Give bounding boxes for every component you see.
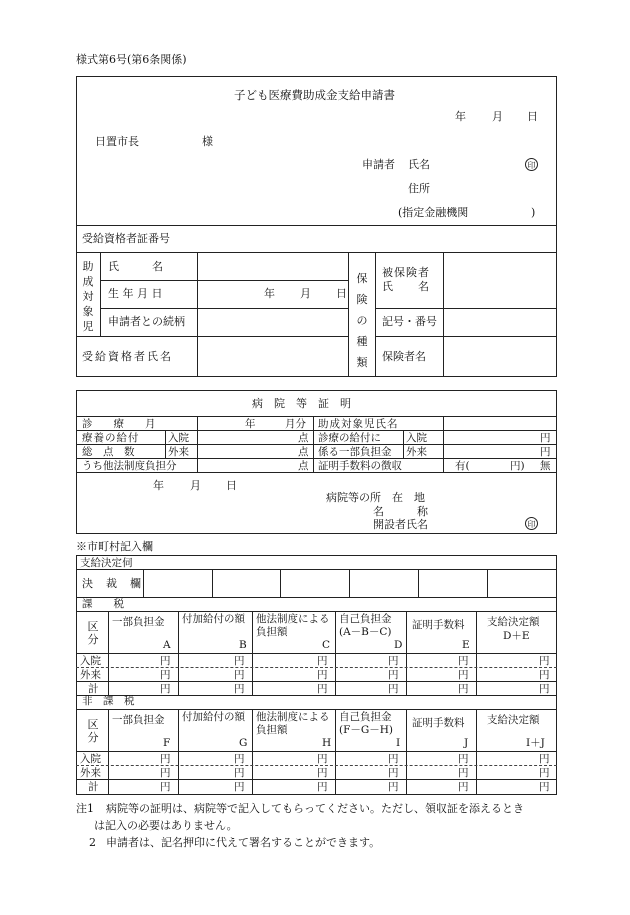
- nontax-yen-r2-c0: 円: [160, 781, 171, 793]
- cert-date-year: 年: [153, 479, 164, 492]
- nontax-yen-r0-c3: 円: [388, 753, 399, 765]
- note1-number: 注1: [76, 802, 94, 815]
- fee-no: 無: [540, 460, 551, 472]
- nontax-yen-r1-c5: 円: [539, 767, 550, 779]
- applicant-name-label: 氏名: [408, 158, 430, 171]
- tax-row-outpatient: 外来: [80, 669, 101, 681]
- fee-yen: 円): [510, 460, 525, 472]
- yen-unit-2: 円: [540, 446, 551, 458]
- tax-yen-r1-c0: 円: [160, 669, 171, 681]
- tax-yen-r2-c2: 円: [317, 683, 328, 695]
- tax-yen-r0-c0: 円: [160, 655, 171, 667]
- nontax-yen-r1-c2: 円: [317, 767, 328, 779]
- tax-yen-r2-c0: 円: [160, 683, 171, 695]
- tax-decision-amount-col: 支給決定額: [487, 616, 540, 628]
- cert-outpatient-label-2: 外来: [406, 446, 427, 458]
- cert-child-name-label: 助成対象児氏名: [318, 418, 399, 430]
- cert-inpatient-label: 入院: [168, 432, 189, 444]
- applicant-address-label: 住所: [408, 182, 430, 195]
- nontax-yen-r0-c2: 円: [317, 753, 328, 765]
- nontax-yen-r1-c0: 円: [160, 767, 171, 779]
- nontax-row-total: 計: [88, 781, 99, 793]
- nontax-yen-r2-c2: 円: [317, 781, 328, 793]
- cert-date-day: 日: [226, 479, 237, 492]
- tax-yen-r2-c4: 円: [458, 683, 469, 695]
- nontax-yen-r2-c1: 円: [234, 781, 245, 793]
- addressee: 日置市長: [95, 135, 139, 148]
- municipal-heading: ※市町村記入欄: [76, 540, 153, 553]
- cert-date-month: 月: [190, 479, 201, 492]
- tax-yen-r2-c5: 円: [539, 683, 550, 695]
- tax-yen-r0-c4: 円: [458, 655, 469, 667]
- tax-yen-r1-c3: 円: [388, 669, 399, 681]
- bank-close: ): [531, 206, 536, 219]
- tax-yen-r1-c4: 円: [458, 669, 469, 681]
- bank-label: (指定金融機関: [398, 206, 469, 219]
- applicant-label: 申請者: [362, 158, 395, 171]
- total-points-label: 総 点 数: [82, 446, 135, 458]
- tax-additional-col: 付加給付の額: [182, 613, 245, 625]
- yen-unit-1: 円: [540, 432, 551, 444]
- points-unit-1: 点: [298, 432, 309, 444]
- copay-label-1: 診療の給付に: [318, 432, 381, 444]
- tax-yen-r1-c1: 円: [234, 669, 245, 681]
- treatment-year: 年: [245, 418, 256, 430]
- app-date-day: 日: [527, 110, 538, 123]
- nontax-letter-g: G: [239, 737, 248, 749]
- addressee-suffix: 様: [202, 135, 213, 148]
- child-name-label: 氏 名: [108, 260, 163, 273]
- symbol-number-label: 記号・番号: [382, 315, 437, 328]
- app-date-month: 月: [492, 110, 503, 123]
- insured-name-label: 被保険者氏 名: [382, 266, 430, 293]
- birth-label: 生 年 月 日: [108, 287, 163, 300]
- approval-label: 決 裁 欄: [82, 577, 142, 590]
- nontax-division-label: 区分: [87, 718, 99, 744]
- nontax-yen-r0-c5: 円: [539, 753, 550, 765]
- cert-number-label: 受給資格者証番号: [82, 232, 170, 245]
- treatment-month-suffix: 月分: [285, 418, 306, 430]
- tax-letter-e: E: [462, 639, 470, 651]
- form-number: 様式第6号(第6条関係): [76, 53, 187, 66]
- tax-letter-d: D: [394, 639, 403, 651]
- tax-cert-fee-col: 証明手数料: [412, 619, 465, 631]
- note2-number: 2: [89, 836, 96, 849]
- birth-day: 日: [336, 287, 347, 300]
- nontax-letter-j: J: [464, 737, 469, 749]
- tax-row-total: 計: [88, 683, 99, 695]
- nontax-copay-col: 一部負担金: [112, 714, 165, 726]
- certificate-title: 病 院 等 証 明: [252, 397, 351, 410]
- insurer-name-label: 保険者名: [382, 350, 426, 363]
- app-date-year: 年: [455, 110, 466, 123]
- tax-yen-r0-c5: 円: [539, 655, 550, 667]
- nontax-yen-r1-c4: 円: [458, 767, 469, 779]
- nontax-yen-r2-c3: 円: [388, 781, 399, 793]
- fee-yes: 有(: [455, 460, 470, 472]
- cert-outpatient-label: 外来: [168, 446, 189, 458]
- relation-label: 申請者との続柄: [108, 315, 185, 328]
- nontaxable-label: 非 課 税: [82, 695, 135, 707]
- nontax-letter-h: H: [322, 737, 332, 749]
- recipient-child-label: 助成対象児: [82, 260, 94, 333]
- hospital-name-label: 名 称: [373, 505, 428, 518]
- tax-letter-c: C: [322, 639, 331, 651]
- nontax-other-law-col: 他法制度による負担額: [256, 711, 330, 736]
- nontax-additional-col: 付加給付の額: [182, 711, 245, 723]
- note1-line1: 病院等の証明は、病院等で記入してもらってください。ただし、領収証を添えるとき: [106, 802, 524, 815]
- nontax-row-outpatient: 外来: [80, 767, 101, 779]
- benefit-points-label: 療養の給付: [82, 432, 140, 444]
- decision-label: 支給決定伺: [80, 557, 133, 569]
- nontax-letter-f: F: [163, 737, 171, 749]
- tax-yen-r0-c2: 円: [317, 655, 328, 667]
- tax-yen-r2-c1: 円: [234, 683, 245, 695]
- tax-letter-a: A: [163, 639, 171, 651]
- nontax-self-col: 自己負担金 (F－G－H): [339, 711, 394, 736]
- application-title: 子ども医療費助成金支給申請書: [234, 88, 395, 102]
- copay-label-2: 係る一部負担金: [318, 446, 392, 458]
- tax-self-col: 自己負担金 (A－B－C): [339, 613, 392, 638]
- nontax-cert-fee-col: 証明手数料: [412, 717, 465, 729]
- nontax-letter-ij: I＋J: [526, 737, 545, 749]
- tax-yen-r1-c5: 円: [539, 669, 550, 681]
- other-burden-label: うち他法制度負担分: [82, 460, 177, 472]
- tax-other-law-col: 他法制度による負担額: [256, 613, 330, 638]
- note2-text: 申請者は、記名押印に代えて署名することができます。: [106, 836, 381, 849]
- nontax-yen-r1-c1: 円: [234, 767, 245, 779]
- founder-label: 開設者氏名: [373, 518, 428, 531]
- birth-month: 月: [300, 287, 311, 300]
- hospital-address-label: 病院等の所 在 地: [326, 491, 425, 504]
- cert-fee-label: 証明手数料の徴収: [318, 460, 402, 472]
- nontax-decision-amount-col: 支給決定額: [487, 714, 540, 726]
- holder-name-label: 受給資格者氏名: [82, 350, 173, 363]
- application-section: [76, 76, 557, 377]
- points-unit-2: 点: [298, 446, 309, 458]
- nontax-yen-r0-c0: 円: [160, 753, 171, 765]
- tax-yen-r0-c1: 円: [234, 655, 245, 667]
- nontax-yen-r2-c4: 円: [458, 781, 469, 793]
- nontax-yen-r2-c5: 円: [539, 781, 550, 793]
- applicant-seal-icon: 印: [525, 158, 538, 171]
- nontax-yen-r0-c4: 円: [458, 753, 469, 765]
- tax-row-inpatient: 入院: [80, 655, 101, 667]
- nontax-row-inpatient: 入院: [80, 753, 101, 765]
- cert-inpatient-label-2: 入院: [406, 432, 427, 444]
- insurance-type-label: 保険の種類: [356, 272, 368, 369]
- hospital-seal-icon: 印: [525, 517, 538, 530]
- treatment-month-label: 診 療 月: [82, 418, 156, 430]
- tax-yen-r1-c2: 円: [317, 669, 328, 681]
- tax-copay-col: 一部負担金: [112, 616, 165, 628]
- birth-year: 年: [264, 287, 275, 300]
- tax-letter-b: B: [239, 639, 247, 651]
- nontax-yen-r1-c3: 円: [388, 767, 399, 779]
- tax-yen-r0-c3: 円: [388, 655, 399, 667]
- taxable-label: 課 税: [82, 598, 124, 610]
- tax-yen-r2-c3: 円: [388, 683, 399, 695]
- nontax-letter-i: I: [396, 737, 401, 749]
- note1-line2: は記入の必要はありません。: [94, 819, 238, 832]
- points-unit-3: 点: [298, 460, 309, 472]
- tax-division-label: 区分: [87, 620, 99, 646]
- tax-letter-de: D＋E: [503, 630, 530, 642]
- nontax-yen-r0-c1: 円: [234, 753, 245, 765]
